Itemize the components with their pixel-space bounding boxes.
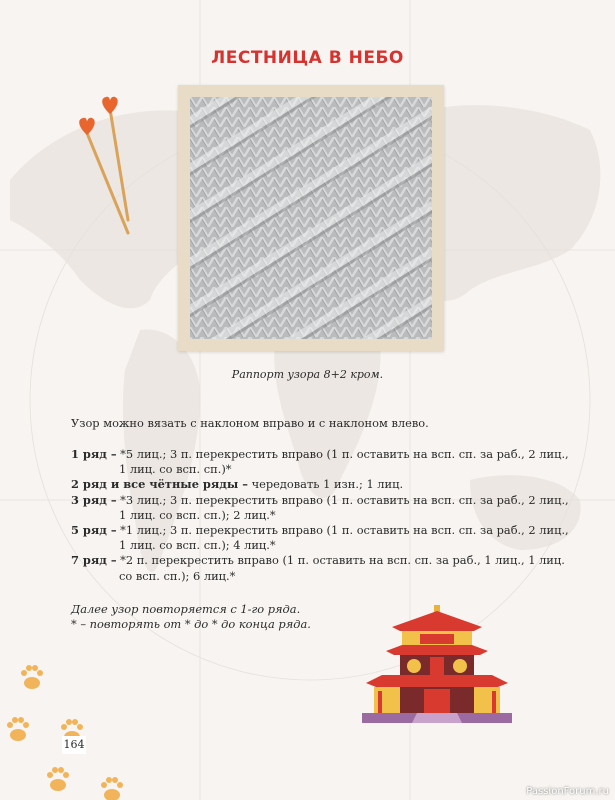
paw-icon: [101, 777, 123, 800]
row-3-line-1: [71, 492, 569, 508]
row-label: 7 ряд –: [71, 553, 117, 568]
row-label: 1 ряд –: [71, 447, 117, 461]
note-asterisk: * – повторять от * до * до конца ряда.: [71, 617, 311, 632]
paw-icon: [47, 767, 69, 791]
row-text: *2 п. перекрестить вправо (1 п. оставить на всп. сп. за раб., 1 лиц., 1 лиц.: [120, 553, 565, 568]
row-text: *3 лиц.; 3 п. перекрестить вправо (1 п. оставить на всп. сп. за раб., 2 лиц.,: [120, 492, 569, 507]
row-3-line-2: 1 лиц. со всп. сп.); 2 лиц.*: [119, 507, 276, 522]
note-repeat: Далее узор повторяется с 1-го ряда.: [71, 602, 301, 616]
row-5-line-2: 1 лиц. со всп. сп.); 4 лиц.*: [119, 538, 276, 553]
photo-caption: Раппорт узора 8+2 кром.: [231, 368, 384, 381]
row-label: 5 ряд –: [71, 523, 117, 538]
row-1-line-2: 1 лиц. со всп. сп.)*: [119, 462, 232, 477]
paw-icon: [7, 717, 29, 741]
watermark: PassionForum.ru: [526, 786, 609, 797]
pagoda-illustration: [362, 605, 512, 723]
row-label: 3 ряд –: [71, 492, 117, 507]
knitting-needles-icon: [70, 95, 140, 245]
row-text: *5 лиц.; 3 п. перекрестить вправо (1 п. оставить на всп. сп. за раб., 2 лиц.,: [120, 447, 569, 461]
row-text: чередовать 1 изн.; 1 лиц.: [251, 477, 404, 492]
paw-prints-decoration: [0, 655, 140, 800]
row-7-line-1: [71, 553, 565, 568]
intro-text: Узор можно вязать с наклоном вправо и с наклоном влево.: [71, 416, 429, 430]
paw-icon: [21, 665, 43, 689]
page-number: 164: [62, 736, 86, 754]
row-text: *1 лиц.; 3 п. перекрестить вправо (1 п. оставить на всп. сп. за раб., 2 лиц.,: [120, 523, 569, 538]
row-5-line-1: [71, 523, 569, 538]
knit-texture-image: [190, 97, 432, 339]
row-2-line-1: [71, 477, 551, 492]
page-title: ЛЕСТНИЦА В НЕБО: [211, 48, 404, 68]
knitting-sample-photo: [178, 85, 444, 351]
row-7-line-2: со всп. сп.); 6 лиц.*: [119, 568, 236, 583]
row-label: 2 ряд и все чётные ряды –: [71, 477, 248, 492]
row-1-line-1: [71, 447, 569, 462]
instruction-rows: [71, 447, 569, 584]
